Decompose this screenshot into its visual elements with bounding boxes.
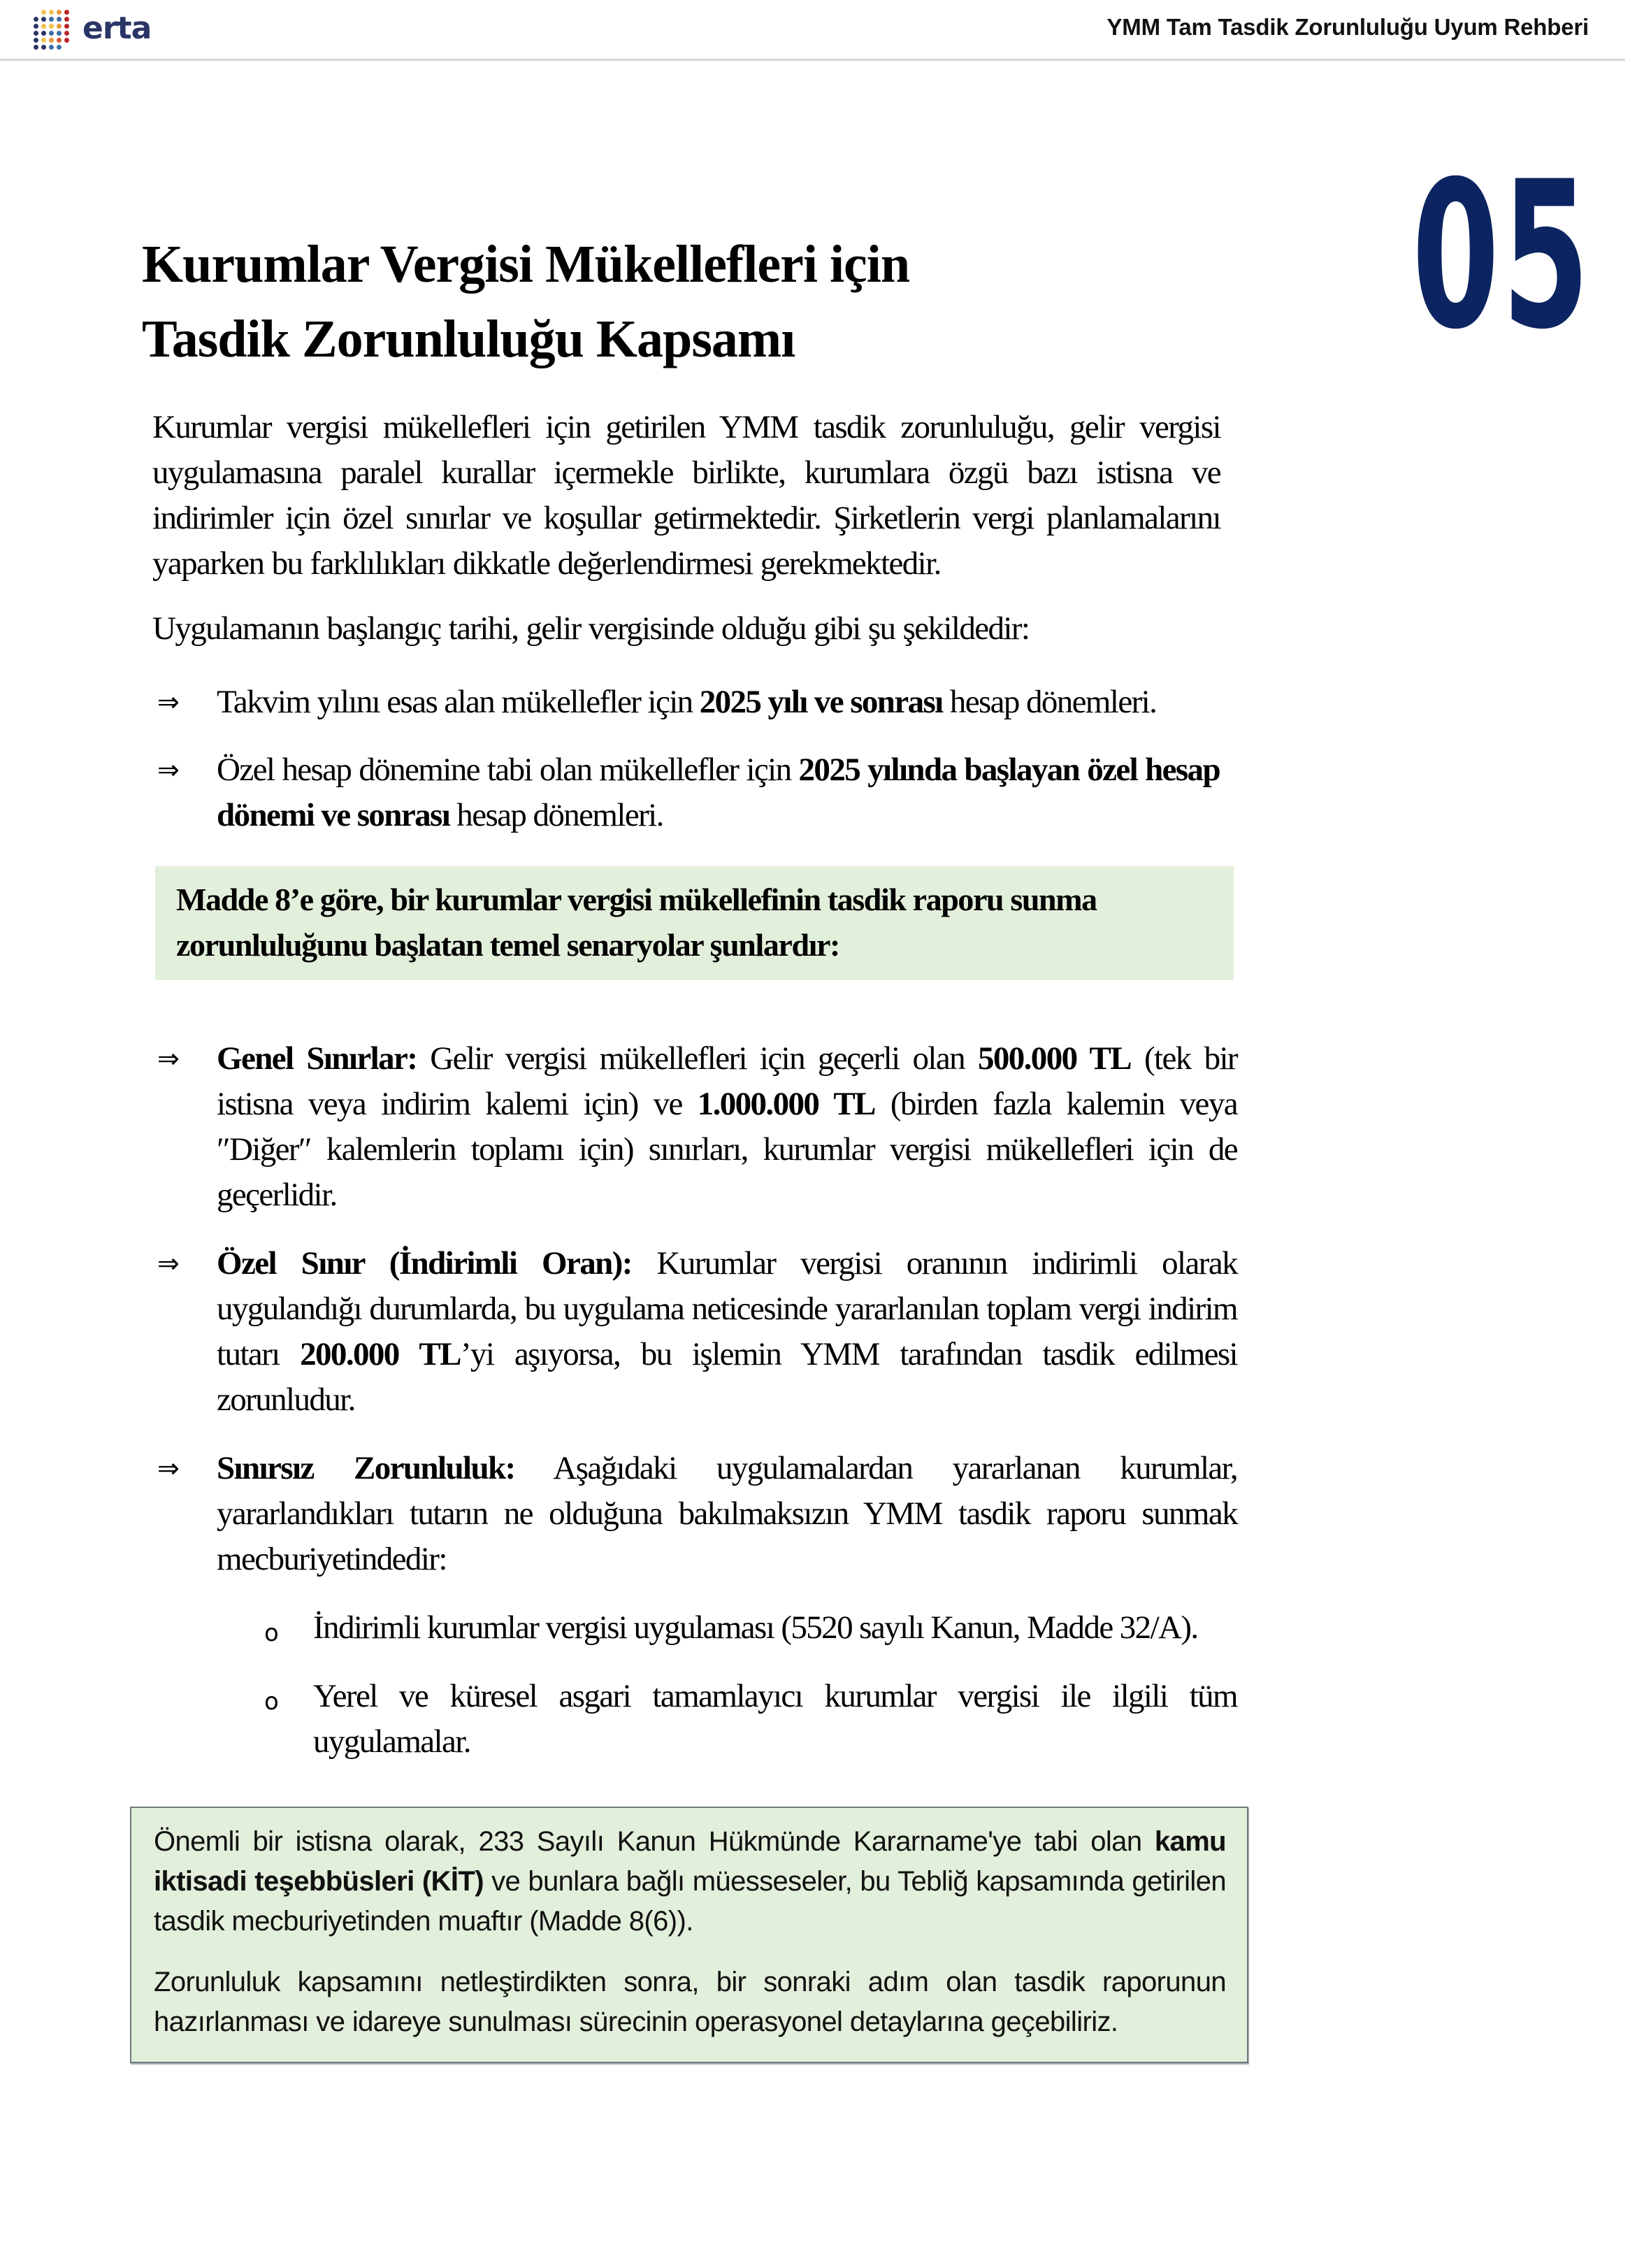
sub-item-text: İndirimli kurumlar vergisi uygulaması (5520 sayılı Kanun, Madde 32/A). (313, 1609, 1198, 1646)
item-label: Özel Sınır (İndirimli Oran): (217, 1245, 632, 1282)
exception-note-paragraph (154, 1822, 1226, 1942)
amount-500000: 500.000 TL (977, 1040, 1132, 1077)
item-label: Genel Sınırlar: (217, 1040, 417, 1077)
scenarios-callout (155, 866, 1234, 980)
logo-dot (34, 31, 38, 36)
scenarios-callout-text: Madde 8’e göre, bir kurumlar vergisi mükellefinin tasdik raporu sunma zorunluluğunu başlatan temel senaryolar şunlardır: (176, 882, 1097, 963)
logo-dot (57, 24, 62, 29)
logo-dot (49, 17, 54, 22)
logo-dot (64, 10, 69, 15)
sub-list-item (157, 1674, 1237, 1765)
circle-bullet-icon: o (264, 1619, 278, 1647)
logo-dot (49, 31, 54, 36)
exception-note-box (130, 1807, 1248, 2063)
double-arrow-bullet-icon: ⇒ (157, 1043, 180, 1074)
item-text: Özel hesap dönemine tabi olan mükellefler için (217, 752, 799, 788)
list-item (157, 680, 1220, 725)
item-label: Sınırsız Zorunluluk: (217, 1450, 515, 1486)
logo-dot (64, 24, 69, 29)
double-arrow-bullet-icon: ⇒ (157, 1248, 180, 1279)
logo-dot (34, 24, 38, 29)
item-text: Gelir vergisi mükellefleri için geçerli olan (417, 1040, 978, 1077)
logo-dot (64, 17, 69, 22)
double-arrow-bullet-icon: ⇒ (157, 1453, 180, 1484)
logo-dot (64, 38, 69, 43)
double-arrow-bullet-icon: ⇒ (157, 687, 180, 717)
item-text: Kurumlar vergisi oranının indirimli olarak uygulandığı durumlarda, bu uygulama neticesinde yararlanılan toplam vergi indirim tutarı (217, 1245, 1237, 1372)
logo-dot (41, 17, 46, 22)
logo-dot-grid-icon (34, 8, 75, 52)
logo-dot (57, 45, 62, 50)
list-item (157, 747, 1220, 838)
logo-dot (34, 45, 38, 50)
page-title-line-1: Kurumlar Vergisi Mükellefleri için (142, 235, 910, 294)
logo-dot (41, 38, 46, 43)
list-item-special-limit (157, 1241, 1237, 1423)
start-date-list (157, 680, 1220, 838)
amount-1000000: 1.000.000 TL (697, 1086, 875, 1122)
logo-dot (57, 17, 62, 22)
logo-dot (41, 24, 46, 29)
main-content (142, 61, 1253, 2105)
sub-list-item (157, 1605, 1237, 1651)
list-item-unlimited-obligation (157, 1446, 1237, 1765)
logo-dot (49, 10, 54, 15)
note-text: ve bunlara bağlı müesseseler, bu Tebliğ kapsamında getirilen tasdik mecburiyetinden muaftır (Madde 8(6)). (154, 1866, 1226, 1937)
next-step-paragraph: Zorunluluk kapsamını netleştirdikten sonra, bir sonraki adım olan tasdik raporunun hazırlanması ve idareye sunulması sürecinin operasyonel detaylarına geçebiliriz. (154, 1967, 1226, 2037)
logo-dot (49, 38, 54, 43)
note-text: Önemli bir istisna olarak, 233 Sayılı Kanun Hükmünde Kararname'ye tabi olan (154, 1826, 1155, 1857)
logo-dot (64, 31, 69, 36)
logo-dot (41, 45, 46, 50)
intro-paragraph: Kurumlar vergisi mükellefleri için getirilen YMM tasdik zorunluluğu, gelir vergisi uygulamasına paralel kurallar içermekle birlikte, kurumlara özgü bazı istisna ve indirimler için özel sınırlar ve koşullar getirmektedir. Şirketlerin vergi planlamalarını yaparken bu farklılıkları dikkatle değerlendirmesi gerekmektedir. (152, 409, 1220, 582)
start-date-lead: Uygulamanın başlangıç tarihi, gelir vergisinde olduğu gibi şu şekildedir: (152, 610, 1030, 647)
logo-dot (41, 10, 46, 15)
circle-bullet-icon: o (264, 1688, 278, 1716)
item-text: Takvim yılını esas alan mükellefler için (217, 684, 700, 720)
item-text: (birden fazla kalemin veya ″Diğer″ kalemlerin toplamı için) sınırları, kurumlar vergisi mükellefleri için de geçerlidir. (217, 1086, 1237, 1213)
document-title: YMM Tam Tasdik Zorunluluğu Uyum Rehberi (1106, 14, 1589, 40)
logo-dot (49, 45, 54, 50)
item-text: ’yi aşıyorsa, bu işlemin YMM tarafından tasdik edilmesi zorunludur. (217, 1336, 1237, 1418)
erta-logo (34, 8, 151, 52)
item-text: hesap dönemleri. (942, 684, 1157, 720)
item-bold-text: 2025 yılında başlayan özel hesap dönemi ve sonrası (217, 752, 1220, 833)
logo-dot (34, 38, 38, 43)
page-title (142, 227, 1190, 377)
sub-item-text: Yerel ve küresel asgari tamamlayıcı kurumlar vergisi ile ilgili tüm uygulamalar. (313, 1678, 1237, 1760)
page-header (0, 0, 1625, 61)
sub-list (217, 1605, 1237, 1765)
logo-dot (49, 24, 54, 29)
logo-wordmark: erta (82, 10, 152, 46)
logo-dot (41, 31, 46, 36)
item-text: (tek bir istisna veya indirim kalemi için) ve (217, 1040, 1237, 1122)
amount-200000: 200.000 TL (300, 1336, 461, 1372)
logo-dot (57, 10, 62, 15)
logo-dot (57, 38, 62, 43)
item-text: Aşağıdaki uygulamalardan yararlanan kurumlar, yararlandıkları tutarın ne olduğuna bakılmaksızın YMM tasdik raporu sunmak mecburiyetindedir: (217, 1450, 1237, 1577)
item-text: hesap dönemleri. (449, 797, 663, 833)
note-bold-text: kamu iktisadi teşebbüsleri (KİT) (154, 1826, 1226, 1897)
logo-dot (57, 31, 62, 36)
logo-dot (34, 17, 38, 22)
chapter-number: 05 (1412, 138, 1592, 374)
item-bold-text: 2025 yılı ve sonrası (699, 684, 943, 720)
double-arrow-bullet-icon: ⇒ (157, 754, 180, 785)
list-item-general-limits (157, 1036, 1237, 1218)
scenario-list (157, 1036, 1237, 1765)
page-title-line-2: Tasdik Zorunluluğu Kapsamı (142, 310, 795, 368)
